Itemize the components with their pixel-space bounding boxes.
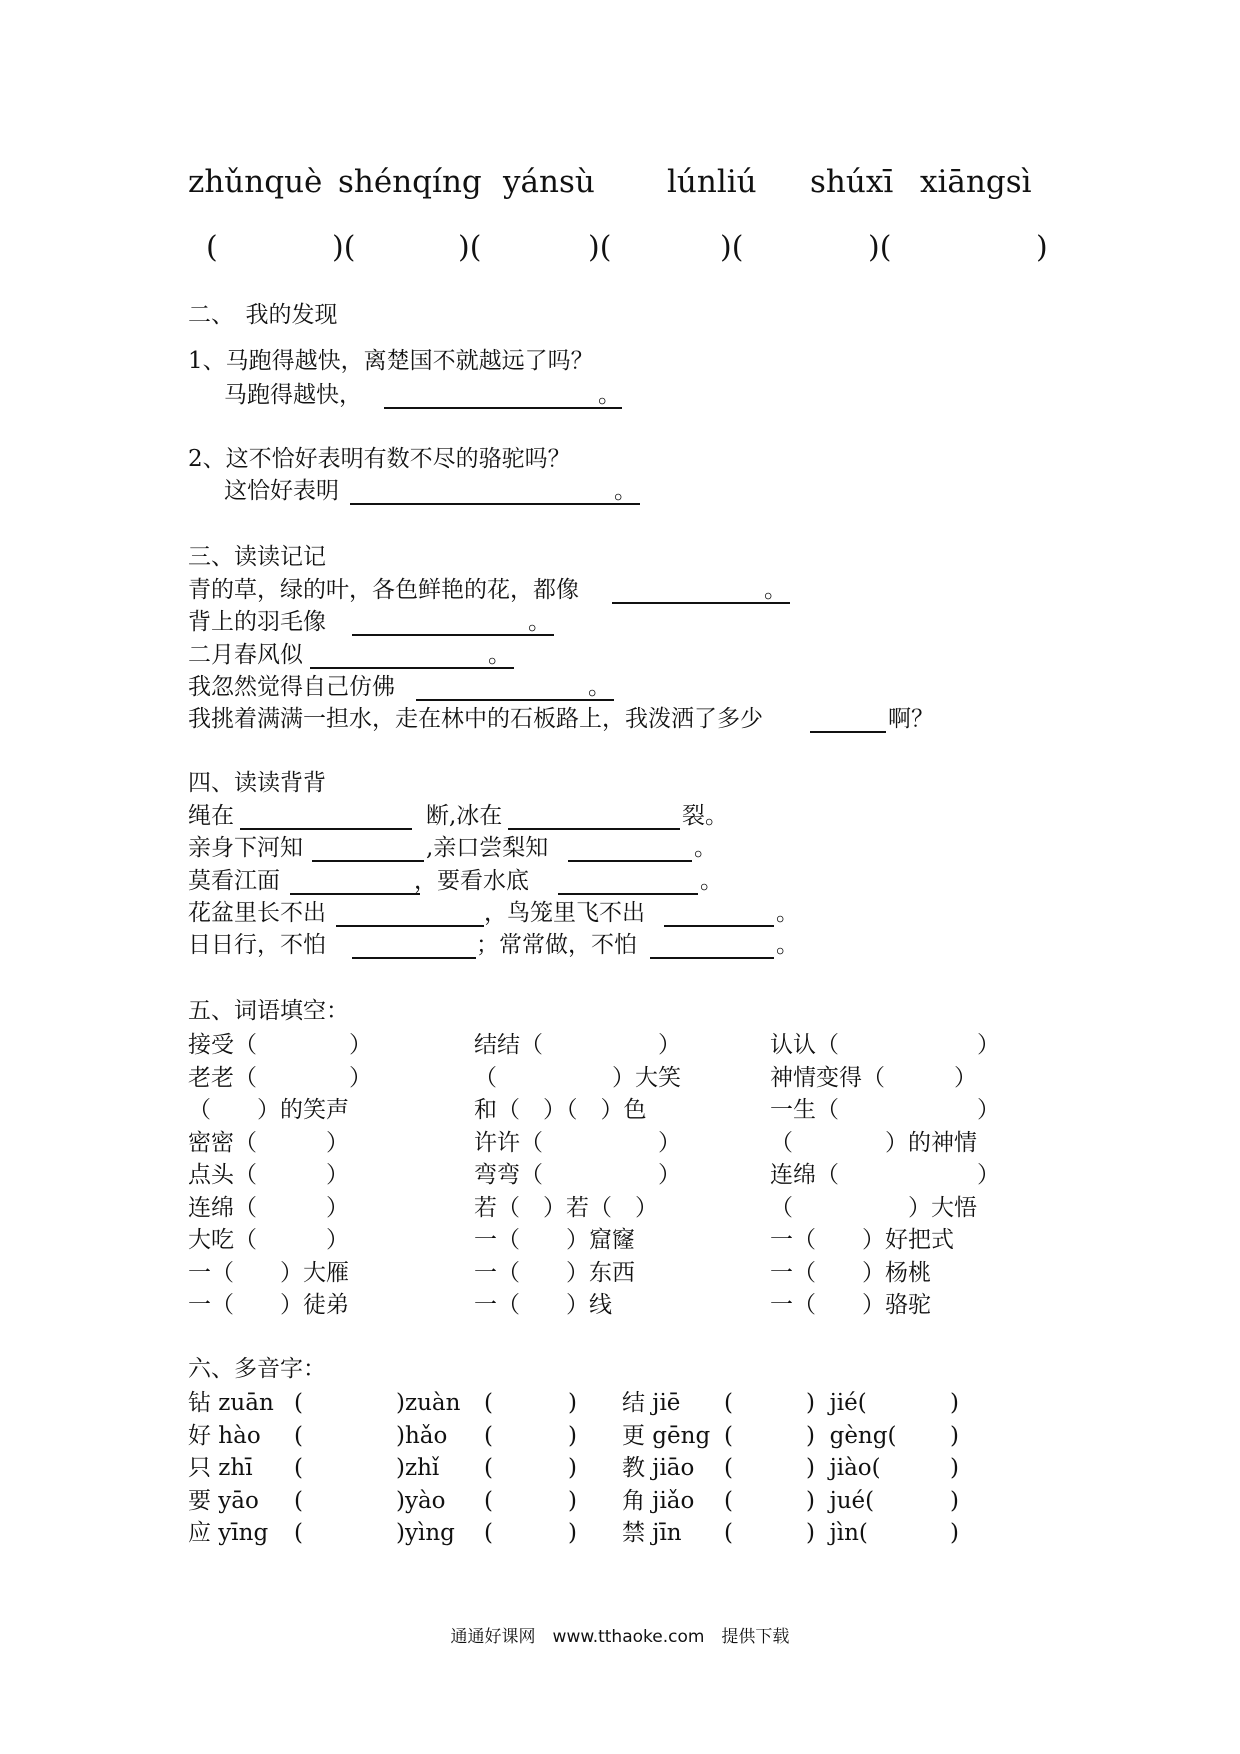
pinyin-word: yánsù: [503, 164, 595, 200]
proverb-text: ,亲口尝梨知: [426, 835, 549, 861]
proverb-text: 断,冰在: [426, 803, 503, 829]
fill-word-item[interactable]: 和（ ）（ ）色: [474, 1097, 647, 1123]
paren-blank[interactable]: (: [724, 1390, 733, 1416]
polyphone-reading: 只 zhī: [188, 1455, 253, 1481]
proverb-text: 亲身下河知: [188, 835, 303, 861]
polyphone-reading: 要 yāo: [188, 1487, 259, 1514]
paren-blank[interactable]: ): [950, 1455, 959, 1481]
sentence-text: 二月春风似: [188, 642, 303, 668]
answer-blank[interactable]: [508, 802, 680, 830]
fill-word-item[interactable]: （ ）的神情: [770, 1129, 977, 1156]
answer-blank[interactable]: [352, 608, 554, 636]
paren-blank[interactable]: (: [484, 1455, 493, 1481]
fill-word-item[interactable]: 一（ ）东西: [474, 1259, 635, 1286]
fill-word-item[interactable]: 一（ ）徒弟: [188, 1292, 349, 1318]
fill-word-item[interactable]: 密密（ ）: [188, 1129, 349, 1156]
fill-word-item[interactable]: 许许（ ）: [474, 1129, 681, 1156]
fill-word-item[interactable]: 神情变得（ ）: [770, 1064, 977, 1091]
worksheet-page: zhǔnquè shénqíng yánsù lúnliú shúxī xiāngsì ( )( )( )( )( )( ) 二、 我的发现 1、马跑得越快，离楚国不就越远了吗？ 马跑得越快， 。 2、这不恰好表明有数不尽的骆驼吗？ 这恰好表明 。 三、读读记记 青的草，绿的叶，各色鲜艳的花，都像 。 背上的羽毛像 。 二月春风似 。 我忽然觉得自己仿佛 。 我挑着满满一担水，走在林中的石板路上，我泼洒了多少 啊？ 四、读读背背 绳在 断,冰在 裂。 亲身下河知 ,亲口尝梨知 。 莫看江面 ，要看水底 。 花盆里长不出 ，鸟笼里飞不出 。 日日行，不怕 ；常常做，不怕 。 五、词语填空： 接受（ ） 老老（ ） （ ）的笑声 密密（ ） 点头（ ） 连绵（ ） 大吃（ ） 一（ ）大雁 一（ ）徒弟 结结（ ） （ ）大笑 和（ ）（ ）色 许许（ ） 弯弯（ ） 若（ ）若（ ） 一（ ）窟窿 一（ ）东西 一（ ）线 认认（ ） 神情变得（ ） 一生（ ） （ ）的神情 连绵（ ） （ ）大悟 一（ ）好把式 一（ ）杨桃 一（ ）骆驼 六、多音字： 钻 zuān ( )zuàn ( ) 结 jiē ( ) jié( ) 好 hào ( )hǎo ( ) 更 gēng ( ) gèng( ) 只 zhī ( )zhǐ ( ) 教 jiāo ( ) jiào( ) 要 yāo ( )yào ( ) 角 jiǎo ( ) jué( ) 应 yīng ( )yìng ( ) 禁 jīn ( ) jìn( ) 通通好课网 www.tthaoke.com 提供下载: [0, 0, 1240, 1754]
polyphone-reading: 应 yīng: [188, 1520, 269, 1546]
fill-word-item[interactable]: （ ）大笑: [474, 1064, 681, 1091]
polyphone-reading: ) jìn(: [806, 1520, 868, 1546]
sentence-text: 青的草，绿的叶，各色鲜艳的花，都像: [188, 577, 579, 603]
answer-blank[interactable]: [664, 899, 774, 927]
pinyin-word: zhǔnquè: [188, 164, 323, 200]
polyphone-reading: 角 jiǎo: [622, 1487, 695, 1514]
paren-blank[interactable]: (: [484, 1487, 493, 1514]
fill-word-item[interactable]: 一（ ）线: [474, 1292, 612, 1318]
section-heading: 三、读读记记: [188, 544, 326, 570]
answer-blank[interactable]: [568, 834, 692, 862]
paren-blank[interactable]: ): [950, 1520, 959, 1546]
polyphone-reading: )zhǐ: [396, 1455, 440, 1481]
fill-word-item[interactable]: 认认（ ）: [770, 1032, 1000, 1058]
paren-blank[interactable]: (: [294, 1487, 303, 1514]
paren-blank[interactable]: (: [724, 1487, 733, 1514]
question-text: 1、马跑得越快，离楚国不就越远了吗？: [188, 348, 594, 374]
polyphone-reading: ) gèng(: [806, 1422, 897, 1449]
answer-blank[interactable]: [352, 931, 476, 959]
paren-blank[interactable]: (: [294, 1422, 303, 1449]
pinyin-word: shénqíng: [338, 164, 482, 200]
fill-word-item[interactable]: （ ）大悟: [770, 1194, 977, 1221]
proverb-text: 莫看江面: [188, 868, 280, 894]
paren-blank[interactable]: (: [724, 1455, 733, 1481]
polyphone-reading: )hǎo: [396, 1422, 448, 1449]
polyphone-reading: )yìng: [396, 1520, 455, 1546]
answer-blank[interactable]: [240, 802, 412, 830]
answer-prefix: 马跑得越快，: [224, 382, 362, 408]
fill-word-item[interactable]: 结结（ ）: [474, 1032, 681, 1058]
polyphone-reading: ) jié(: [806, 1390, 867, 1416]
page-footer: 通通好课网 www.tthaoke.com 提供下载: [450, 1627, 790, 1647]
pinyin-word: shúxī: [810, 164, 894, 200]
fill-word-item[interactable]: 点头（ ）: [188, 1162, 349, 1188]
paren-blank[interactable]: ): [950, 1487, 959, 1514]
fill-word-item[interactable]: 一（ ）杨桃: [770, 1259, 931, 1286]
fill-word-item[interactable]: 一（ ）大雁: [188, 1259, 349, 1286]
polyphone-reading: 结 jiē: [622, 1390, 681, 1416]
paren-blank[interactable]: ): [950, 1390, 959, 1416]
polyphone-reading: 好 hào: [188, 1422, 261, 1449]
fill-word-item[interactable]: 一（ ）好把式: [770, 1227, 954, 1253]
answer-blank[interactable]: [650, 931, 774, 959]
paren-blank[interactable]: (: [484, 1390, 493, 1416]
fill-word-item[interactable]: 连绵（ ）: [770, 1162, 1000, 1188]
proverb-text: 日日行，不怕: [188, 932, 326, 958]
section-heading: 二、 我的发现: [188, 302, 338, 328]
polyphone-reading: 教 jiāo: [622, 1455, 695, 1481]
proverb-text: ；常常做，不怕: [476, 932, 637, 958]
proverb-text: 绳在: [188, 803, 234, 829]
paren-blank[interactable]: (: [724, 1422, 733, 1449]
section-heading: 六、多音字：: [188, 1356, 326, 1382]
paren-blank[interactable]: ): [568, 1520, 577, 1546]
fill-word-item[interactable]: 一（ ）骆驼: [770, 1292, 931, 1318]
fill-word-item[interactable]: 弯弯（ ）: [474, 1162, 681, 1188]
sentence-end: 啊？: [888, 706, 934, 732]
answer-blank[interactable]: [384, 381, 622, 409]
paren-blank[interactable]: ): [950, 1422, 959, 1449]
paren-blank[interactable]: ): [568, 1390, 577, 1416]
answer-blank[interactable]: [416, 673, 614, 701]
answer-blank[interactable]: [350, 477, 640, 505]
polyphone-reading: )zuàn: [396, 1390, 461, 1416]
pinyin-word: xiāngsì: [920, 164, 1032, 200]
proverb-text: 裂。: [682, 803, 728, 829]
fill-word-item[interactable]: 大吃（ ）: [188, 1227, 349, 1253]
answer-blank[interactable]: [810, 705, 886, 733]
answer-blank[interactable]: [312, 834, 424, 862]
paren-blank[interactable]: ): [568, 1422, 577, 1449]
polyphone-reading: 更 gēng: [622, 1422, 711, 1449]
fill-word-item[interactable]: 一（ ）窟窿: [474, 1227, 635, 1253]
polyphone-reading: ) jiào(: [806, 1455, 881, 1481]
answer-blank[interactable]: [558, 867, 698, 895]
answer-blank[interactable]: [290, 867, 420, 895]
proverb-text: 花盆里长不出: [188, 900, 326, 926]
sentence-text: 我挑着满满一担水，走在林中的石板路上，我泼洒了多少: [188, 706, 763, 732]
sentence-text: 背上的羽毛像: [188, 609, 326, 635]
polyphone-reading: 禁 jīn: [622, 1520, 682, 1546]
paren-blank[interactable]: (: [724, 1520, 733, 1546]
proverb-text: ，鸟笼里飞不出: [484, 900, 645, 926]
paren-blank[interactable]: ): [568, 1455, 577, 1481]
polyphone-reading: ) jué(: [806, 1487, 875, 1514]
answer-prefix: 这恰好表明: [224, 478, 339, 504]
polyphone-reading: )yào: [396, 1487, 446, 1514]
fill-word-item[interactable]: 老老（ ）: [188, 1064, 372, 1091]
section-heading: 四、读读背背: [188, 770, 326, 796]
paren-blank[interactable]: (: [294, 1390, 303, 1416]
fill-word-item[interactable]: 接受（ ）: [188, 1032, 372, 1058]
proverb-text: ，要看水底: [414, 868, 529, 894]
pinyin-word: lúnliú: [667, 164, 757, 200]
answer-blank[interactable]: [310, 641, 514, 669]
question-text: 2、这不恰好表明有数不尽的骆驼吗？: [188, 446, 571, 472]
section-heading: 五、词语填空：: [188, 998, 349, 1024]
fill-word-item[interactable]: 若（ ）若（ ）: [474, 1194, 658, 1221]
paren-blank[interactable]: (: [294, 1455, 303, 1481]
sentence-text: 我忽然觉得自己仿佛: [188, 674, 395, 700]
paren-blank[interactable]: (: [294, 1520, 303, 1546]
paren-blank[interactable]: (: [484, 1422, 493, 1449]
fill-word-item[interactable]: 一生（ ）: [770, 1097, 1000, 1123]
paren-blank[interactable]: (: [484, 1520, 493, 1546]
polyphone-reading: 钻 zuān: [188, 1390, 274, 1416]
answer-blank[interactable]: [336, 899, 484, 927]
fill-word-item[interactable]: 连绵（ ）: [188, 1194, 349, 1221]
fill-word-item[interactable]: （ ）的笑声: [188, 1097, 349, 1123]
paren-blank[interactable]: ): [568, 1487, 577, 1514]
